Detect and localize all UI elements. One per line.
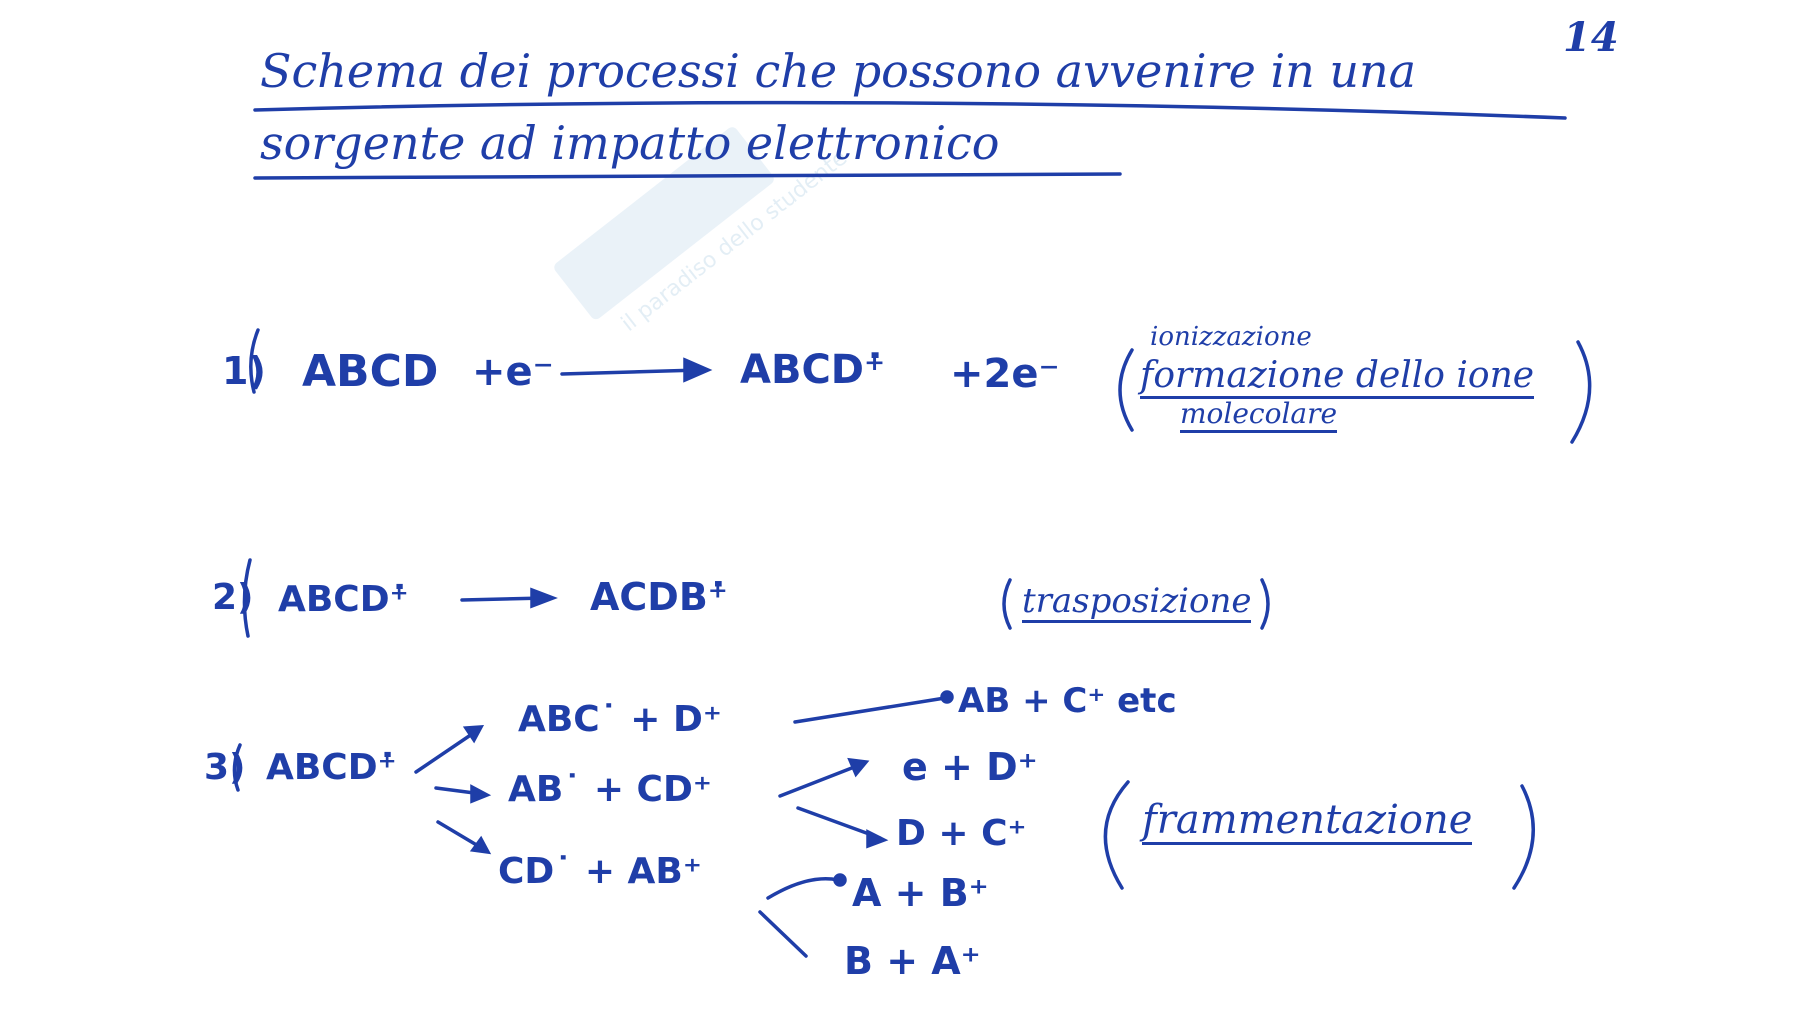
r3-branch-3: CD˙ + AB⁺ bbox=[498, 851, 702, 892]
r1-note-ionization: ionizzazione bbox=[1150, 322, 1312, 352]
watermark-text: il paradiso dello studente bbox=[616, 145, 853, 337]
r1-note-open-paren bbox=[1120, 350, 1132, 430]
r3-note: frammentazione bbox=[1142, 797, 1473, 843]
page-number: 14 bbox=[1563, 14, 1619, 61]
r2-note-open-paren bbox=[1004, 580, 1010, 628]
r1-electrons-out: +2e⁻ bbox=[950, 351, 1060, 397]
r3-sub-2a: e + D⁺ bbox=[902, 745, 1038, 789]
r3-label: 3) bbox=[204, 747, 246, 788]
r3-arrow-2-head bbox=[472, 787, 487, 801]
r2-label: 2) bbox=[212, 577, 254, 618]
r1-arrow-line bbox=[562, 370, 700, 374]
r3-sub3b-line bbox=[760, 912, 806, 956]
r3-sub-2b: D + C⁺ bbox=[896, 813, 1027, 854]
r2-note: trasposizione bbox=[1022, 581, 1252, 621]
r3-note-close-paren bbox=[1514, 786, 1533, 888]
r3-sub1-line bbox=[795, 698, 945, 722]
r2-product: ACDB⁺̇ bbox=[590, 575, 728, 619]
r3-sub3a-dot bbox=[835, 875, 845, 885]
r2-arrow-head bbox=[532, 590, 553, 606]
r1-note-main: formazione dello ione bbox=[1140, 358, 1534, 399]
title-underline-2 bbox=[255, 174, 1120, 178]
r3-reactant: ABCD⁺̇ bbox=[266, 747, 397, 788]
r3-sub2a-arrow bbox=[780, 764, 862, 796]
r1-label: 1) bbox=[222, 349, 266, 393]
r3-branch-1: ABC˙ + D⁺ bbox=[518, 699, 722, 740]
r3-arrow-3-head bbox=[473, 839, 488, 852]
r1-note-sub: molecolare bbox=[1180, 400, 1337, 433]
r3-sub-1: AB + C⁺ etc bbox=[958, 681, 1177, 721]
r3-sub2b-head bbox=[868, 832, 884, 846]
r3-branch-2: AB˙ + CD⁺ bbox=[508, 769, 712, 810]
r1-arrow-head bbox=[685, 360, 708, 380]
r1-reactant: ABCD bbox=[302, 346, 439, 397]
r2-note-close-paren bbox=[1262, 580, 1268, 628]
r3-sub-3a: A + B⁺ bbox=[852, 871, 989, 915]
r1-note-close-paren bbox=[1572, 342, 1590, 442]
r1-product: ABCD⁺̇ bbox=[740, 347, 886, 393]
page-title-line-2: sorgente ad impatto elettronico bbox=[260, 116, 1000, 170]
r3-note-open-paren bbox=[1105, 782, 1128, 888]
r3-sub3a-line bbox=[768, 879, 838, 898]
r3-sub1-dot bbox=[942, 692, 952, 702]
r3-sub2a-head bbox=[850, 760, 866, 774]
page-title-line-1: Schema dei processi che possono avvenire in una bbox=[260, 44, 1417, 98]
r3-arrow-1 bbox=[416, 730, 478, 772]
r1-electron-in: +e⁻ bbox=[472, 349, 554, 395]
r3-sub-3b: B + A⁺ bbox=[844, 939, 981, 983]
r2-reactant: ABCD⁺̇ bbox=[278, 579, 409, 620]
